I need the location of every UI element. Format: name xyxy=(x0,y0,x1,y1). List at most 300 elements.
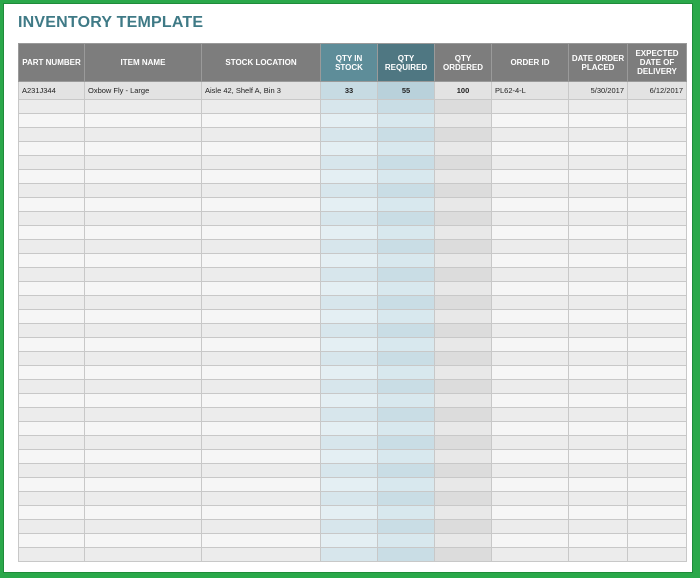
column-header-stock-location[interactable]: STOCK LOCATION xyxy=(202,44,321,82)
cell-qty-required[interactable] xyxy=(378,548,435,562)
cell-qty-in-stock[interactable] xyxy=(321,198,378,212)
cell-part-number[interactable]: A231J344 xyxy=(19,82,85,100)
cell-stock-location[interactable] xyxy=(202,338,321,352)
cell-stock-location[interactable] xyxy=(202,212,321,226)
cell-part-number[interactable] xyxy=(19,310,85,324)
cell-stock-location[interactable] xyxy=(202,352,321,366)
cell-qty-required[interactable] xyxy=(378,170,435,184)
cell-part-number[interactable] xyxy=(19,478,85,492)
cell-qty-in-stock[interactable] xyxy=(321,282,378,296)
column-header-qty-required[interactable]: QTY REQUIRED xyxy=(378,44,435,82)
cell-date-order-placed[interactable] xyxy=(569,408,628,422)
cell-date-order-placed[interactable] xyxy=(569,184,628,198)
cell-item-name[interactable] xyxy=(85,226,202,240)
cell-qty-ordered[interactable] xyxy=(435,394,492,408)
cell-order-id[interactable] xyxy=(492,324,569,338)
cell-qty-in-stock[interactable] xyxy=(321,296,378,310)
cell-order-id[interactable] xyxy=(492,142,569,156)
cell-order-id[interactable] xyxy=(492,338,569,352)
cell-qty-ordered[interactable] xyxy=(435,212,492,226)
cell-part-number[interactable] xyxy=(19,100,85,114)
cell-qty-required[interactable] xyxy=(378,506,435,520)
cell-stock-location[interactable] xyxy=(202,226,321,240)
cell-qty-required[interactable] xyxy=(378,296,435,310)
cell-expected-delivery[interactable] xyxy=(628,128,687,142)
cell-expected-delivery[interactable] xyxy=(628,100,687,114)
cell-qty-required[interactable] xyxy=(378,198,435,212)
cell-stock-location[interactable] xyxy=(202,534,321,548)
cell-expected-delivery[interactable] xyxy=(628,478,687,492)
cell-order-id[interactable] xyxy=(492,254,569,268)
cell-qty-ordered[interactable] xyxy=(435,184,492,198)
cell-part-number[interactable] xyxy=(19,352,85,366)
cell-order-id[interactable] xyxy=(492,184,569,198)
cell-stock-location[interactable] xyxy=(202,128,321,142)
cell-expected-delivery[interactable] xyxy=(628,296,687,310)
cell-stock-location[interactable] xyxy=(202,478,321,492)
cell-order-id[interactable] xyxy=(492,506,569,520)
cell-qty-in-stock[interactable] xyxy=(321,408,378,422)
cell-qty-ordered[interactable] xyxy=(435,100,492,114)
cell-qty-ordered[interactable] xyxy=(435,408,492,422)
cell-expected-delivery[interactable] xyxy=(628,170,687,184)
cell-qty-ordered[interactable] xyxy=(435,324,492,338)
cell-order-id[interactable] xyxy=(492,450,569,464)
cell-stock-location[interactable] xyxy=(202,240,321,254)
cell-date-order-placed[interactable] xyxy=(569,240,628,254)
cell-qty-required[interactable] xyxy=(378,226,435,240)
cell-qty-in-stock[interactable] xyxy=(321,254,378,268)
cell-part-number[interactable] xyxy=(19,170,85,184)
cell-item-name[interactable] xyxy=(85,114,202,128)
cell-date-order-placed[interactable]: 5/30/2017 xyxy=(569,82,628,100)
cell-stock-location[interactable] xyxy=(202,464,321,478)
cell-item-name[interactable] xyxy=(85,240,202,254)
cell-part-number[interactable] xyxy=(19,394,85,408)
cell-order-id[interactable] xyxy=(492,436,569,450)
cell-date-order-placed[interactable] xyxy=(569,296,628,310)
cell-date-order-placed[interactable] xyxy=(569,142,628,156)
cell-date-order-placed[interactable] xyxy=(569,254,628,268)
cell-order-id[interactable] xyxy=(492,114,569,128)
cell-qty-ordered[interactable] xyxy=(435,450,492,464)
cell-date-order-placed[interactable] xyxy=(569,450,628,464)
cell-expected-delivery[interactable] xyxy=(628,282,687,296)
cell-qty-in-stock[interactable] xyxy=(321,128,378,142)
cell-qty-in-stock[interactable] xyxy=(321,394,378,408)
cell-part-number[interactable] xyxy=(19,338,85,352)
cell-order-id[interactable] xyxy=(492,520,569,534)
cell-expected-delivery[interactable] xyxy=(628,198,687,212)
cell-expected-delivery[interactable] xyxy=(628,156,687,170)
cell-part-number[interactable] xyxy=(19,408,85,422)
cell-expected-delivery[interactable] xyxy=(628,184,687,198)
cell-item-name[interactable] xyxy=(85,492,202,506)
cell-item-name[interactable] xyxy=(85,380,202,394)
cell-qty-ordered[interactable] xyxy=(435,534,492,548)
cell-qty-required[interactable] xyxy=(378,338,435,352)
cell-part-number[interactable] xyxy=(19,268,85,282)
cell-date-order-placed[interactable] xyxy=(569,380,628,394)
cell-order-id[interactable] xyxy=(492,548,569,562)
cell-date-order-placed[interactable] xyxy=(569,464,628,478)
cell-order-id[interactable] xyxy=(492,352,569,366)
cell-part-number[interactable] xyxy=(19,464,85,478)
column-header-qty-in-stock[interactable]: QTY IN STOCK xyxy=(321,44,378,82)
cell-stock-location[interactable] xyxy=(202,492,321,506)
cell-qty-in-stock[interactable] xyxy=(321,548,378,562)
cell-qty-in-stock[interactable] xyxy=(321,184,378,198)
cell-qty-ordered[interactable] xyxy=(435,142,492,156)
cell-stock-location[interactable] xyxy=(202,198,321,212)
cell-order-id[interactable] xyxy=(492,212,569,226)
cell-order-id[interactable] xyxy=(492,366,569,380)
cell-qty-ordered[interactable] xyxy=(435,296,492,310)
cell-order-id[interactable] xyxy=(492,296,569,310)
cell-date-order-placed[interactable] xyxy=(569,366,628,380)
cell-stock-location[interactable] xyxy=(202,282,321,296)
cell-qty-in-stock[interactable] xyxy=(321,464,378,478)
cell-qty-required[interactable] xyxy=(378,282,435,296)
cell-item-name[interactable] xyxy=(85,464,202,478)
cell-item-name[interactable] xyxy=(85,310,202,324)
cell-stock-location[interactable] xyxy=(202,296,321,310)
cell-qty-ordered[interactable] xyxy=(435,268,492,282)
cell-qty-ordered[interactable] xyxy=(435,506,492,520)
cell-qty-required[interactable] xyxy=(378,268,435,282)
cell-item-name[interactable] xyxy=(85,128,202,142)
cell-qty-in-stock[interactable] xyxy=(321,450,378,464)
cell-expected-delivery[interactable] xyxy=(628,366,687,380)
cell-item-name[interactable] xyxy=(85,296,202,310)
cell-item-name[interactable] xyxy=(85,268,202,282)
cell-stock-location[interactable]: Aisle 42, Shelf A, Bin 3 xyxy=(202,82,321,100)
cell-qty-required[interactable] xyxy=(378,324,435,338)
cell-item-name[interactable] xyxy=(85,352,202,366)
cell-item-name[interactable] xyxy=(85,408,202,422)
cell-date-order-placed[interactable] xyxy=(569,282,628,296)
cell-expected-delivery[interactable] xyxy=(628,422,687,436)
cell-stock-location[interactable] xyxy=(202,254,321,268)
cell-item-name[interactable] xyxy=(85,198,202,212)
cell-stock-location[interactable] xyxy=(202,114,321,128)
cell-date-order-placed[interactable] xyxy=(569,226,628,240)
cell-expected-delivery[interactable] xyxy=(628,212,687,226)
cell-qty-in-stock[interactable] xyxy=(321,310,378,324)
cell-expected-delivery[interactable] xyxy=(628,408,687,422)
cell-part-number[interactable] xyxy=(19,198,85,212)
cell-qty-ordered[interactable] xyxy=(435,366,492,380)
cell-item-name[interactable] xyxy=(85,170,202,184)
cell-part-number[interactable] xyxy=(19,184,85,198)
cell-date-order-placed[interactable] xyxy=(569,170,628,184)
cell-order-id[interactable] xyxy=(492,240,569,254)
cell-qty-ordered[interactable] xyxy=(435,198,492,212)
cell-order-id[interactable] xyxy=(492,282,569,296)
cell-part-number[interactable] xyxy=(19,506,85,520)
cell-qty-in-stock[interactable] xyxy=(321,324,378,338)
cell-order-id[interactable] xyxy=(492,380,569,394)
column-header-expected-delivery[interactable]: EXPECTED DATE OF DELIVERY xyxy=(628,44,687,82)
cell-qty-required[interactable] xyxy=(378,254,435,268)
cell-qty-ordered[interactable] xyxy=(435,114,492,128)
cell-qty-in-stock[interactable] xyxy=(321,226,378,240)
cell-qty-required[interactable] xyxy=(378,142,435,156)
cell-order-id[interactable] xyxy=(492,198,569,212)
cell-qty-ordered[interactable] xyxy=(435,548,492,562)
cell-qty-required[interactable] xyxy=(378,184,435,198)
cell-stock-location[interactable] xyxy=(202,506,321,520)
cell-qty-ordered[interactable] xyxy=(435,352,492,366)
cell-expected-delivery[interactable] xyxy=(628,142,687,156)
cell-date-order-placed[interactable] xyxy=(569,338,628,352)
cell-qty-in-stock[interactable] xyxy=(321,268,378,282)
cell-qty-required[interactable] xyxy=(378,450,435,464)
cell-stock-location[interactable] xyxy=(202,310,321,324)
cell-expected-delivery[interactable] xyxy=(628,520,687,534)
cell-qty-ordered[interactable] xyxy=(435,492,492,506)
cell-qty-ordered[interactable] xyxy=(435,170,492,184)
cell-qty-required[interactable] xyxy=(378,478,435,492)
cell-item-name[interactable] xyxy=(85,506,202,520)
cell-stock-location[interactable] xyxy=(202,450,321,464)
cell-expected-delivery[interactable]: 6/12/2017 xyxy=(628,82,687,100)
cell-item-name[interactable] xyxy=(85,520,202,534)
cell-qty-in-stock[interactable] xyxy=(321,380,378,394)
cell-part-number[interactable] xyxy=(19,212,85,226)
cell-order-id[interactable] xyxy=(492,394,569,408)
cell-qty-in-stock[interactable]: 33 xyxy=(321,82,378,100)
cell-part-number[interactable] xyxy=(19,520,85,534)
cell-part-number[interactable] xyxy=(19,114,85,128)
cell-qty-required[interactable] xyxy=(378,352,435,366)
cell-expected-delivery[interactable] xyxy=(628,492,687,506)
cell-expected-delivery[interactable] xyxy=(628,114,687,128)
cell-qty-in-stock[interactable] xyxy=(321,506,378,520)
cell-order-id[interactable] xyxy=(492,310,569,324)
cell-qty-required[interactable] xyxy=(378,520,435,534)
cell-qty-ordered[interactable] xyxy=(435,422,492,436)
cell-date-order-placed[interactable] xyxy=(569,310,628,324)
cell-qty-in-stock[interactable] xyxy=(321,422,378,436)
cell-date-order-placed[interactable] xyxy=(569,128,628,142)
cell-qty-ordered[interactable] xyxy=(435,282,492,296)
cell-qty-ordered[interactable] xyxy=(435,520,492,534)
cell-order-id[interactable] xyxy=(492,534,569,548)
cell-expected-delivery[interactable] xyxy=(628,310,687,324)
cell-qty-required[interactable] xyxy=(378,128,435,142)
cell-part-number[interactable] xyxy=(19,226,85,240)
cell-stock-location[interactable] xyxy=(202,408,321,422)
cell-stock-location[interactable] xyxy=(202,156,321,170)
cell-stock-location[interactable] xyxy=(202,394,321,408)
cell-qty-required[interactable] xyxy=(378,380,435,394)
cell-expected-delivery[interactable] xyxy=(628,436,687,450)
cell-qty-required[interactable] xyxy=(378,212,435,226)
cell-order-id[interactable] xyxy=(492,128,569,142)
cell-part-number[interactable] xyxy=(19,254,85,268)
cell-order-id[interactable] xyxy=(492,170,569,184)
cell-item-name[interactable] xyxy=(85,142,202,156)
cell-expected-delivery[interactable] xyxy=(628,352,687,366)
cell-qty-in-stock[interactable] xyxy=(321,170,378,184)
cell-qty-required[interactable] xyxy=(378,394,435,408)
cell-expected-delivery[interactable] xyxy=(628,338,687,352)
cell-part-number[interactable] xyxy=(19,156,85,170)
cell-qty-required[interactable] xyxy=(378,464,435,478)
cell-date-order-placed[interactable] xyxy=(569,198,628,212)
cell-qty-required[interactable] xyxy=(378,240,435,254)
cell-qty-in-stock[interactable] xyxy=(321,520,378,534)
cell-qty-ordered[interactable] xyxy=(435,338,492,352)
cell-stock-location[interactable] xyxy=(202,548,321,562)
cell-date-order-placed[interactable] xyxy=(569,478,628,492)
cell-part-number[interactable] xyxy=(19,380,85,394)
cell-date-order-placed[interactable] xyxy=(569,422,628,436)
cell-stock-location[interactable] xyxy=(202,170,321,184)
cell-expected-delivery[interactable] xyxy=(628,394,687,408)
cell-order-id[interactable] xyxy=(492,478,569,492)
cell-item-name[interactable] xyxy=(85,450,202,464)
cell-expected-delivery[interactable] xyxy=(628,324,687,338)
cell-qty-in-stock[interactable] xyxy=(321,142,378,156)
cell-part-number[interactable] xyxy=(19,436,85,450)
cell-stock-location[interactable] xyxy=(202,268,321,282)
cell-date-order-placed[interactable] xyxy=(569,492,628,506)
cell-expected-delivery[interactable] xyxy=(628,506,687,520)
cell-qty-required[interactable]: 55 xyxy=(378,82,435,100)
cell-qty-in-stock[interactable] xyxy=(321,436,378,450)
cell-date-order-placed[interactable] xyxy=(569,520,628,534)
cell-qty-required[interactable] xyxy=(378,436,435,450)
cell-expected-delivery[interactable] xyxy=(628,380,687,394)
cell-order-id[interactable] xyxy=(492,156,569,170)
cell-stock-location[interactable] xyxy=(202,324,321,338)
cell-qty-required[interactable] xyxy=(378,114,435,128)
cell-date-order-placed[interactable] xyxy=(569,268,628,282)
cell-item-name[interactable] xyxy=(85,212,202,226)
cell-qty-in-stock[interactable] xyxy=(321,478,378,492)
cell-expected-delivery[interactable] xyxy=(628,268,687,282)
cell-qty-required[interactable] xyxy=(378,422,435,436)
cell-order-id[interactable] xyxy=(492,100,569,114)
cell-date-order-placed[interactable] xyxy=(569,114,628,128)
column-header-item-name[interactable]: ITEM NAME xyxy=(85,44,202,82)
cell-qty-ordered[interactable] xyxy=(435,226,492,240)
cell-expected-delivery[interactable] xyxy=(628,240,687,254)
cell-part-number[interactable] xyxy=(19,324,85,338)
cell-item-name[interactable] xyxy=(85,282,202,296)
cell-order-id[interactable] xyxy=(492,408,569,422)
cell-qty-in-stock[interactable] xyxy=(321,114,378,128)
cell-order-id[interactable] xyxy=(492,226,569,240)
cell-date-order-placed[interactable] xyxy=(569,100,628,114)
cell-date-order-placed[interactable] xyxy=(569,352,628,366)
cell-item-name[interactable] xyxy=(85,324,202,338)
cell-item-name[interactable] xyxy=(85,156,202,170)
cell-item-name[interactable] xyxy=(85,184,202,198)
cell-order-id[interactable] xyxy=(492,422,569,436)
cell-qty-in-stock[interactable] xyxy=(321,240,378,254)
cell-item-name[interactable] xyxy=(85,478,202,492)
cell-qty-ordered[interactable] xyxy=(435,254,492,268)
cell-part-number[interactable] xyxy=(19,296,85,310)
cell-qty-in-stock[interactable] xyxy=(321,100,378,114)
cell-item-name[interactable] xyxy=(85,254,202,268)
cell-stock-location[interactable] xyxy=(202,366,321,380)
cell-part-number[interactable] xyxy=(19,450,85,464)
cell-qty-in-stock[interactable] xyxy=(321,338,378,352)
cell-stock-location[interactable] xyxy=(202,100,321,114)
cell-date-order-placed[interactable] xyxy=(569,436,628,450)
cell-date-order-placed[interactable] xyxy=(569,548,628,562)
cell-qty-in-stock[interactable] xyxy=(321,366,378,380)
cell-qty-in-stock[interactable] xyxy=(321,212,378,226)
cell-qty-ordered[interactable] xyxy=(435,128,492,142)
cell-order-id[interactable] xyxy=(492,268,569,282)
cell-part-number[interactable] xyxy=(19,142,85,156)
cell-item-name[interactable] xyxy=(85,100,202,114)
cell-expected-delivery[interactable] xyxy=(628,450,687,464)
cell-expected-delivery[interactable] xyxy=(628,226,687,240)
cell-qty-ordered[interactable]: 100 xyxy=(435,82,492,100)
cell-qty-required[interactable] xyxy=(378,100,435,114)
cell-qty-ordered[interactable] xyxy=(435,240,492,254)
cell-order-id[interactable] xyxy=(492,492,569,506)
cell-stock-location[interactable] xyxy=(202,520,321,534)
column-header-order-id[interactable]: ORDER ID xyxy=(492,44,569,82)
cell-expected-delivery[interactable] xyxy=(628,464,687,478)
cell-stock-location[interactable] xyxy=(202,436,321,450)
cell-item-name[interactable]: Oxbow Fly - Large xyxy=(85,82,202,100)
cell-qty-required[interactable] xyxy=(378,492,435,506)
cell-qty-required[interactable] xyxy=(378,310,435,324)
cell-part-number[interactable] xyxy=(19,282,85,296)
cell-qty-in-stock[interactable] xyxy=(321,156,378,170)
cell-date-order-placed[interactable] xyxy=(569,534,628,548)
cell-qty-in-stock[interactable] xyxy=(321,492,378,506)
cell-qty-required[interactable] xyxy=(378,156,435,170)
cell-qty-in-stock[interactable] xyxy=(321,534,378,548)
cell-item-name[interactable] xyxy=(85,436,202,450)
cell-qty-ordered[interactable] xyxy=(435,380,492,394)
column-header-date-order-placed[interactable]: DATE ORDER PLACED xyxy=(569,44,628,82)
cell-part-number[interactable] xyxy=(19,366,85,380)
cell-qty-ordered[interactable] xyxy=(435,464,492,478)
cell-order-id[interactable] xyxy=(492,464,569,478)
cell-date-order-placed[interactable] xyxy=(569,156,628,170)
cell-date-order-placed[interactable] xyxy=(569,506,628,520)
cell-item-name[interactable] xyxy=(85,534,202,548)
cell-item-name[interactable] xyxy=(85,366,202,380)
column-header-part-number[interactable]: PART NUMBER xyxy=(19,44,85,82)
cell-part-number[interactable] xyxy=(19,128,85,142)
cell-part-number[interactable] xyxy=(19,548,85,562)
cell-qty-ordered[interactable] xyxy=(435,310,492,324)
cell-stock-location[interactable] xyxy=(202,380,321,394)
cell-date-order-placed[interactable] xyxy=(569,212,628,226)
cell-part-number[interactable] xyxy=(19,492,85,506)
cell-stock-location[interactable] xyxy=(202,142,321,156)
cell-item-name[interactable] xyxy=(85,338,202,352)
cell-qty-in-stock[interactable] xyxy=(321,352,378,366)
column-header-qty-ordered[interactable]: QTY ORDERED xyxy=(435,44,492,82)
cell-order-id[interactable]: PL62-4-L xyxy=(492,82,569,100)
cell-qty-required[interactable] xyxy=(378,408,435,422)
cell-qty-ordered[interactable] xyxy=(435,156,492,170)
cell-item-name[interactable] xyxy=(85,548,202,562)
cell-stock-location[interactable] xyxy=(202,184,321,198)
